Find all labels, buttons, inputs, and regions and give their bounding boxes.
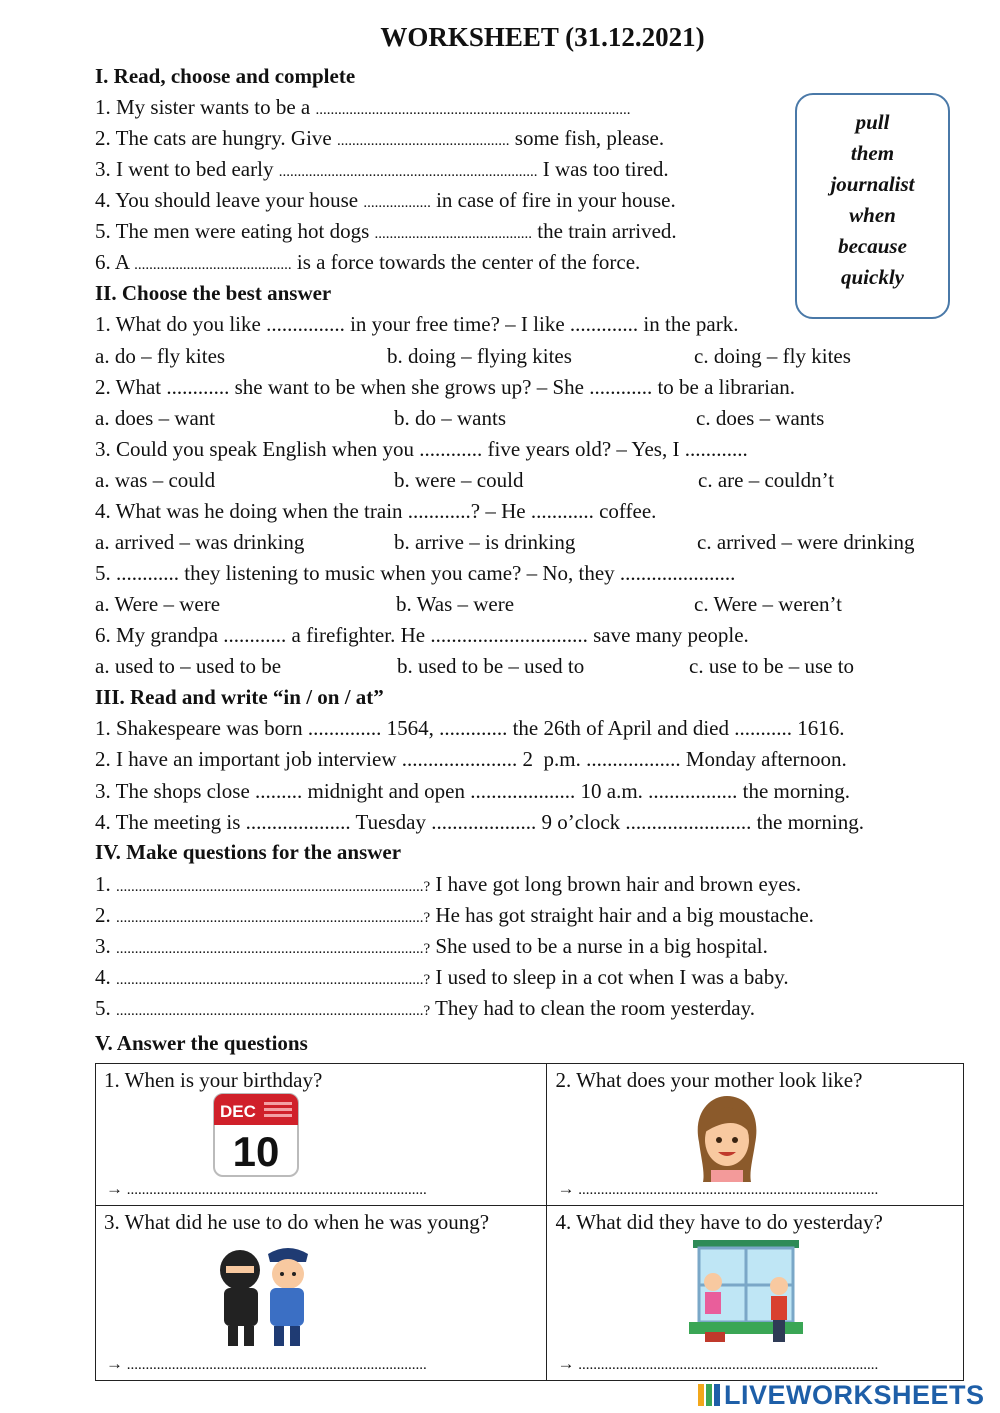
s2-option-b[interactable]: b. used to be – used to xyxy=(397,654,585,678)
s2-option-b[interactable]: b. were – could xyxy=(394,468,524,492)
answer-line[interactable]: → ................................................................................ xyxy=(106,1354,427,1373)
calendar-month: DEC xyxy=(220,1102,256,1121)
question-blank[interactable]: ..................................................................................? xyxy=(116,972,431,988)
word-box-item: when xyxy=(849,203,896,227)
s3-line-2: 2. I have an important job interview ...................... 2 p.m. .................. Monday afternoon. xyxy=(95,747,847,771)
table-cell-yesterday xyxy=(547,1206,964,1381)
s2-question-2: 2. What ............ she want to be when she grows up? – She ............ to be a librarian. xyxy=(95,375,796,399)
liveworksheets-logo: LIVEWORKSHEETS xyxy=(698,1380,985,1411)
answer-blank[interactable]: .......................................... xyxy=(134,257,292,273)
s4-line-1: 1. ..................................................................................? I have got long brown hair and brown eyes. xyxy=(95,872,802,896)
answer-blank[interactable]: .............................................. xyxy=(337,133,510,149)
s1-line-3: 3. I went to bed early ..................................................................... I was too tired. xyxy=(95,157,669,181)
s2-option-a[interactable]: a. Were – were xyxy=(95,592,221,616)
answer-blank[interactable]: ..................................................................... xyxy=(278,164,538,180)
s2-option-a[interactable]: a. do – fly kites xyxy=(95,344,226,368)
section-5-heading: V. Answer the questions xyxy=(95,1031,308,1055)
s4-line-4: 4. ..................................................................................? I used to sleep in a cot when I was a baby. xyxy=(95,965,789,989)
s1-line-2: 2. The cats are hungry. Give .............................................. some fish, please. xyxy=(95,126,665,150)
s2-option-b[interactable]: b. Was – were xyxy=(396,592,515,616)
answer-table xyxy=(95,1063,964,1381)
answer-blank[interactable]: .......................................... xyxy=(374,226,533,242)
question-text: 2. What does your mother look like? xyxy=(555,1068,863,1092)
s1-line-5: 5. The men were eating hot dogs .......................................... the train arrived. xyxy=(95,219,677,243)
s2-option-a[interactable]: a. arrived – was drinking xyxy=(95,530,305,554)
s2-question-4: 4. What was he doing when the train ............? – He ............ coffee. xyxy=(95,499,657,523)
s2-question-3: 3. Could you speak English when you ............ five years old? – Yes, I ............ xyxy=(95,437,748,461)
s3-line-4: 4. The meeting is .................... Tuesday .................... 9 o’clock ........................ the morning. xyxy=(95,810,864,834)
s2-question-1: 1. What do you like ............... in your free time? – I like ............. in the park. xyxy=(95,312,739,336)
word-box xyxy=(795,93,950,319)
word-box-item: pull xyxy=(855,110,890,134)
s2-question-6: 6. My grandpa ............ a firefighter. He .............................. save many people. xyxy=(95,623,749,647)
word-box-item: quickly xyxy=(841,265,904,289)
s2-option-c[interactable]: c. does – wants xyxy=(696,406,825,430)
calendar-icon xyxy=(212,1092,300,1178)
section-2-heading: II. Choose the best answer xyxy=(95,281,332,305)
question-blank[interactable]: ..................................................................................? xyxy=(116,879,431,895)
s4-line-5: 5. ..................................................................................? They had to clean the room yesterday. xyxy=(95,996,755,1020)
s2-option-c[interactable]: c. arrived – were drinking xyxy=(697,530,915,554)
logo-icon xyxy=(698,1384,720,1406)
cleaning-window-icon xyxy=(683,1236,809,1348)
woman-face-icon xyxy=(691,1094,763,1184)
s2-option-a[interactable]: a. was – could xyxy=(95,468,216,492)
section-1-heading: I. Read, choose and complete xyxy=(95,64,356,88)
answer-line[interactable]: → ................................................................................ xyxy=(557,1179,879,1198)
question-text: 1. When is your birthday? xyxy=(104,1068,323,1092)
answer-line[interactable]: → ................................................................................ xyxy=(557,1354,879,1373)
s2-option-b[interactable]: b. do – wants xyxy=(394,406,506,430)
s1-line-1: 1. My sister wants to be a .................................................................................... xyxy=(95,95,631,119)
question-blank[interactable]: ..................................................................................? xyxy=(116,1003,431,1019)
answer-line[interactable]: → ................................................................................ xyxy=(106,1179,427,1198)
table-cell-mother xyxy=(547,1064,964,1206)
table-cell-birthday xyxy=(96,1064,547,1206)
question-text: 4. What did they have to do yesterday? xyxy=(555,1210,883,1234)
s3-line-1: 1. Shakespeare was born .............. 1564, ............. the 26th of April and died ........... 1616. xyxy=(95,716,845,740)
section-3-heading: III. Read and write “in / on / at” xyxy=(95,685,384,709)
word-box-item: them xyxy=(850,141,895,165)
calendar-day: 10 xyxy=(232,1128,280,1175)
section-4-heading: IV. Make questions for the answer xyxy=(95,840,402,864)
question-blank[interactable]: ..................................................................................? xyxy=(116,941,431,957)
s2-option-b[interactable]: b. arrive – is drinking xyxy=(394,530,576,554)
s2-option-c[interactable]: c. doing – fly kites xyxy=(694,344,851,368)
s2-option-a[interactable]: a. does – want xyxy=(95,406,216,430)
s1-line-4: 4. You should leave your house .................. in case of fire in your house. xyxy=(95,188,676,212)
s2-option-c[interactable]: c. use to be – use to xyxy=(689,654,855,678)
s2-option-a[interactable]: a. used to – used to be xyxy=(95,654,282,678)
s4-line-2: 2. ..................................................................................? He has got straight hair and a big moustache. xyxy=(95,903,814,927)
s3-line-3: 3. The shops close ......... midnight and open .................... 10 a.m. ................. the morning. xyxy=(95,779,850,803)
word-box-item: because xyxy=(838,234,907,258)
s2-option-b[interactable]: b. doing – flying kites xyxy=(387,344,572,368)
page-title: WORKSHEET (31.12.2021) xyxy=(380,22,705,52)
question-text: 3. What did he use to do when he was young? xyxy=(104,1210,490,1234)
police-thief-icon xyxy=(208,1240,318,1350)
s2-option-c[interactable]: c. are – couldn’t xyxy=(698,468,835,492)
s2-option-c[interactable]: c. Were – weren’t xyxy=(694,592,842,616)
answer-blank[interactable]: .................................................................................... xyxy=(315,102,631,118)
answer-blank[interactable]: .................. xyxy=(363,195,431,211)
word-box-item: journalist xyxy=(830,172,915,196)
question-blank[interactable]: ..................................................................................? xyxy=(116,910,431,926)
s2-question-5: 5. ............ they listening to music when you came? – No, they ...................... xyxy=(95,561,736,585)
s1-line-6: 6. A .......................................... is a force towards the center of the force. xyxy=(95,250,641,274)
table-cell-young xyxy=(96,1206,547,1381)
s4-line-3: 3. ..................................................................................? She used to be a nurse in a big hospital. xyxy=(95,934,768,958)
